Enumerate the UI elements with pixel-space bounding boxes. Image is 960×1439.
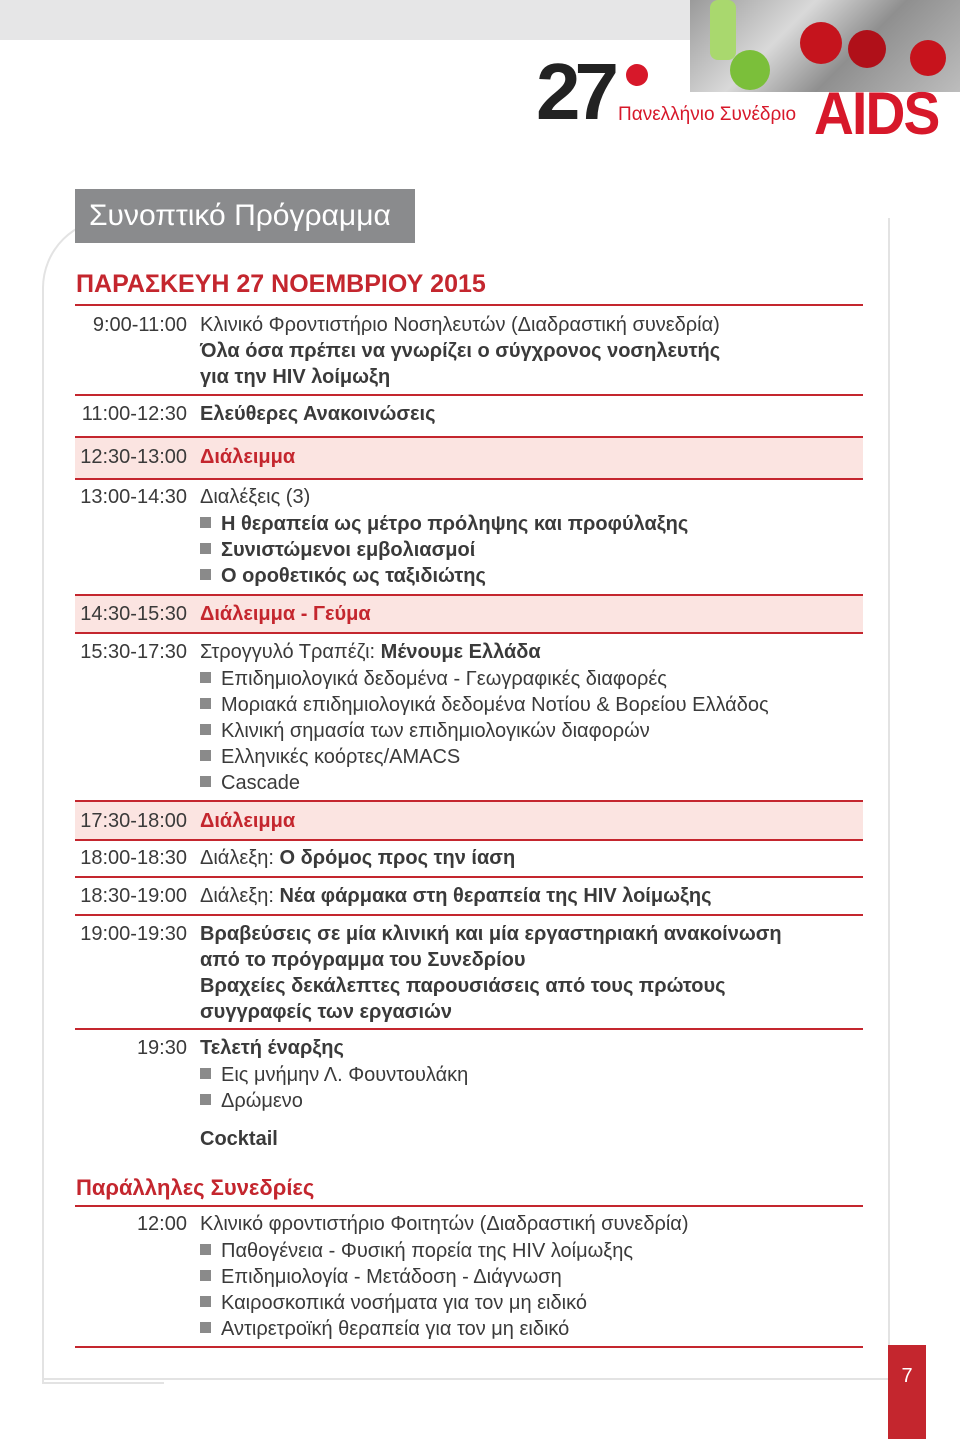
list-item: Cascade [200, 772, 300, 795]
session-title: από το πρόγραμμα του Συνεδρίου [200, 949, 526, 971]
divider [75, 914, 863, 916]
session-title: Ελεύθερες Ανακοινώσεις [200, 403, 436, 425]
session-time: 9:00-11:00 [92, 314, 187, 336]
bullet-square-icon [200, 1322, 211, 1333]
session-title: Κλινικό Φροντιστήριο Νοσηλευτών (Διαδραστική συνεδρία) [200, 314, 720, 336]
bullet-square-icon [200, 569, 211, 580]
break-title: Διάλειμμα [200, 446, 296, 468]
break-title: Διάλειμμα [200, 810, 296, 832]
break-row [75, 802, 863, 839]
divider [75, 876, 863, 878]
bullet-square-icon [200, 724, 211, 735]
session-row [75, 923, 863, 1027]
list-item: Εις μνήμην Λ. Φουντουλάκη [200, 1064, 468, 1087]
list-item: Επιδημιολογία - Μετάδοση - Διάγνωση [200, 1266, 562, 1289]
logo-subtitle: Πανελλήνιο Συνέδριο [618, 104, 797, 125]
session-time: 18:30-19:00 [80, 885, 187, 907]
session-title: συγγραφείς των εργασιών [200, 1001, 453, 1023]
break-title: Διάλειμμα - Γεύμα [200, 603, 371, 625]
session-title: Τελετή έναρξης [200, 1037, 344, 1059]
session-time: 15:30-17:30 [80, 641, 187, 663]
session-title: Βραβεύσεις σε μία κλινική και μία εργαστηριακή ανακοίνωση [200, 923, 782, 945]
session-time: 18:00-18:30 [80, 847, 187, 869]
page-title: Συνοπτικό Πρόγραμμα [75, 189, 415, 243]
session-title: Στρογγυλό Τραπέζι: Μένουμε Ελλάδα [200, 641, 541, 663]
session-time: 12:30-13:00 [80, 446, 187, 468]
session-title: Κλινικό φροντιστήριο Φοιτητών (Διαδραστική συνεδρία) [200, 1213, 689, 1235]
list-item: Επιδημιολογικά δεδομένα - Γεωγραφικές διαφορές [200, 668, 667, 691]
header-bar [0, 0, 690, 40]
page-number: 7 [888, 1345, 926, 1439]
list-item: Η θεραπεία ως μέτρο πρόληψης και προφύλαξης [200, 513, 688, 536]
session-title: Βραχείες δεκάλεπτες παρουσιάσεις από τους πρώτους [200, 975, 726, 997]
header-photo [690, 0, 960, 92]
bullet-square-icon [200, 698, 211, 709]
divider [75, 1028, 863, 1030]
bullet-square-icon [200, 1270, 211, 1281]
session-title: Cocktail [200, 1128, 278, 1150]
session-title: Διαλέξεις (3) [200, 486, 311, 508]
list-item: Αντιρετροϊκή θεραπεία για τον μη ειδικό [200, 1318, 569, 1341]
session-time: 13:00-14:30 [80, 486, 187, 508]
session-time: 14:30-15:30 [80, 603, 187, 625]
bullet-square-icon [200, 1068, 211, 1079]
session-time: 12:00 [136, 1213, 187, 1235]
list-item: Δρώμενο [200, 1090, 303, 1113]
logo-name: AIDS [814, 80, 939, 147]
list-item: Μοριακά επιδημιολογικά δεδομένα Νοτίου & Βορείου Ελλάδος [200, 694, 769, 717]
bullet-square-icon [200, 1296, 211, 1307]
list-item: Ο οροθετικός ως ταξιδιώτης [200, 565, 486, 588]
day-heading: ΠΑΡΑΣΚΕΥΗ 27 ΝΟΕΜΒΡΙΟΥ 2015 [76, 270, 486, 298]
list-item: Καιροσκοπικά νοσήματα για τον μη ειδικό [200, 1292, 587, 1315]
session-row [75, 1213, 863, 1345]
bullet-square-icon [200, 750, 211, 761]
logo-dot-icon [626, 64, 648, 86]
session-row [75, 486, 863, 592]
divider [75, 394, 863, 396]
session-subtitle: Όλα όσα πρέπει να γνωρίζει ο σύγχρονος νοσηλευτής [200, 340, 721, 362]
divider [75, 1346, 863, 1348]
session-row [75, 885, 863, 913]
page-frame-bottom [42, 1378, 890, 1380]
break-row [75, 438, 863, 478]
page-frame-right [888, 218, 890, 1348]
divider [75, 839, 863, 841]
session-time: 11:00-12:30 [81, 403, 187, 425]
logo-number: 27 [536, 47, 613, 136]
divider [75, 478, 863, 480]
session-row [75, 847, 863, 875]
divider [75, 304, 863, 306]
session-row [75, 403, 863, 433]
bullet-square-icon [200, 776, 211, 787]
session-time: 19:00-19:30 [80, 923, 187, 945]
list-item: Ελληνικές κοόρτες/AMACS [200, 746, 460, 769]
bullet-square-icon [200, 543, 211, 554]
divider [75, 632, 863, 634]
session-title: Διάλεξη: Νέα φάρμακα στη θεραπεία της HIV λοίμωξης [200, 885, 712, 907]
bullet-square-icon [200, 1094, 211, 1105]
session-row [75, 314, 863, 394]
session-row [75, 641, 863, 799]
bullet-square-icon [200, 517, 211, 528]
parallel-heading: Παράλληλες Συνεδρίες [76, 1175, 315, 1200]
session-title: Διάλεξη: Ο δρόμος προς την ίαση [200, 847, 516, 869]
session-row [75, 1037, 863, 1155]
session-subtitle: για την HIV λοίμωξη [200, 366, 391, 388]
list-item: Παθογένεια - Φυσική πορεία της HIV λοίμωξης [200, 1240, 633, 1263]
list-item: Κλινική σημασία των επιδημιολογικών διαφορών [200, 720, 650, 743]
break-row [75, 596, 863, 632]
list-item: Συνιστώμενοι εμβολιασμοί [200, 539, 475, 562]
divider [75, 1205, 863, 1207]
session-time: 17:30-18:00 [80, 810, 187, 832]
bullet-square-icon [200, 1244, 211, 1255]
bullet-square-icon [200, 672, 211, 683]
session-time: 19:30 [136, 1037, 187, 1059]
